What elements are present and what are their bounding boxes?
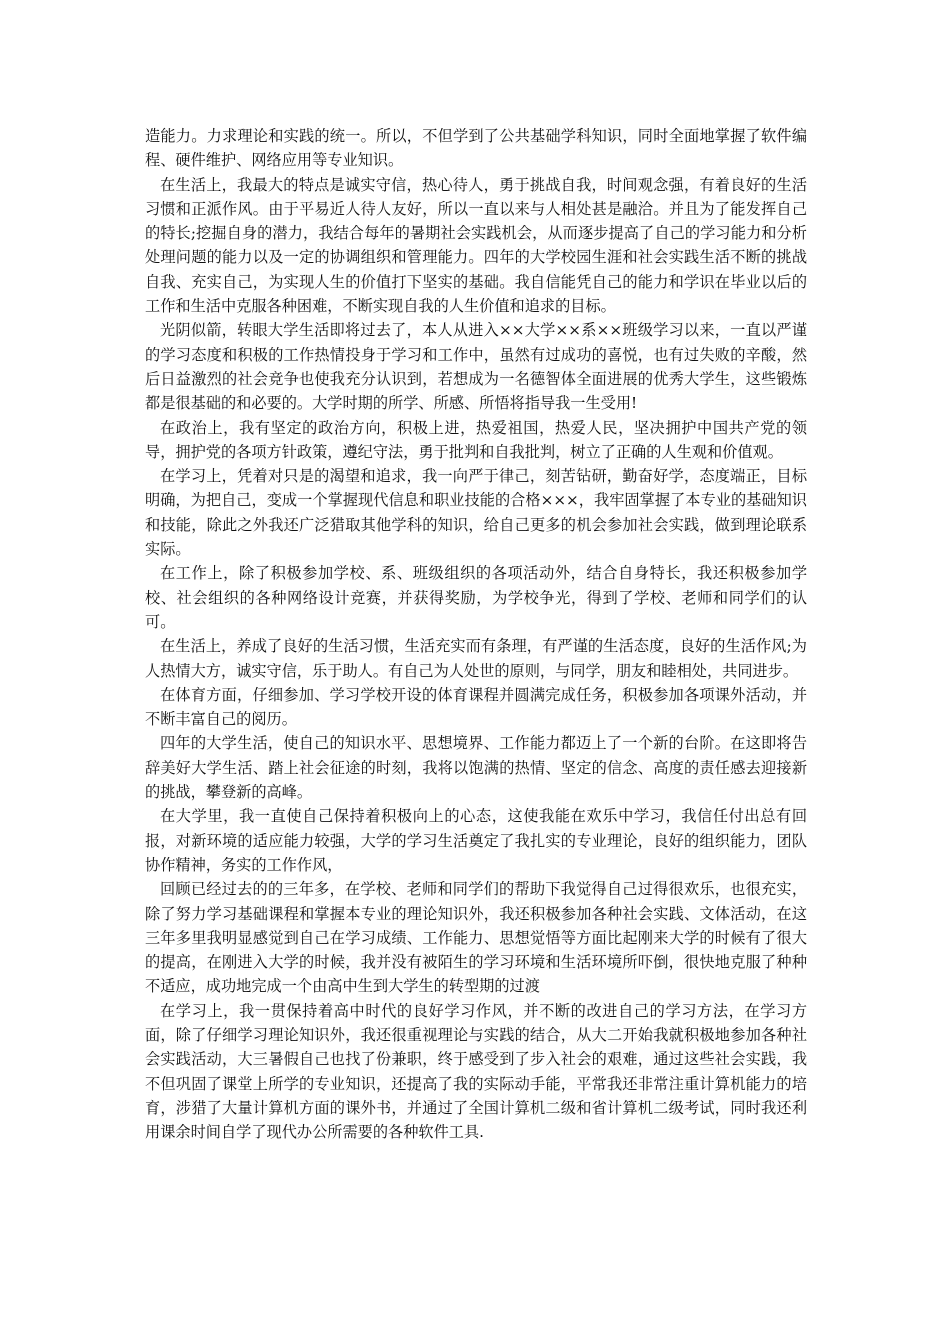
document-body	[145, 124, 807, 1144]
paragraph-5: 在学习上，凭着对只是的渴望和追求，我一向严于律己，刻苦钻研，勤奋好学，态度端正，目标明确，为把自己，变成一个掌握现代信息和职业技能的合格×××，我牢固掌握了本专业的基础知识和技能，除此之外我还广泛猎取其他学科的知识，给自己更多的机会参加社会实践，做到理论联系实际。	[145, 467, 807, 559]
paragraph-11: 回顾已经过去的的三年多，在学校、老师和同学们的帮助下我觉得自己过得很欢乐，也很充实，除了努力学习基础课程和掌握本专业的理论知识外，我还积极参加各种社会实践、文体活动，在这三年多里我明显感觉到自己在学习成绩、工作能力、思想觉悟等方面比起刚来大学的时候有了很大的提高，在刚进入大学的时候，我并没有被陌生的学习环境和生活环境所吓倒，很快地克服了种种不适应，成功地完成一个由高中生到大学生的转型期的过渡	[145, 880, 807, 996]
paragraph-1: 造能力。力求理论和实践的统一。所以，不但学到了公共基础学科知识，同时全面地掌握了软件编程、硬件维护、网络应用等专业知识。	[145, 127, 807, 170]
paragraph-4: 在政治上，我有坚定的政治方向，积极上进，热爱祖国，热爱人民，坚决拥护中国共产党的领导，拥护党的各项方针政策，遵纪守法，勇于批判和自我批判，树立了正确的人生观和价值观。	[145, 418, 807, 461]
paragraph-2: 在生活上，我最大的特点是诚实守信，热心待人，勇于挑战自我，时间观念强，有着良好的生活习惯和正派作风。由于平易近人待人友好，所以一直以来与人相处甚是融洽。并且为了能发挥自己的特长;挖掘自身的潜力，我结合每年的暑期社会实践机会，从而逐步提高了自己的学习能力和分析处理问题的能力以及一定的协调组织和管理能力。四年的大学校园生涯和社会实践生活不断的挑战自我、充实自己，为实现人生的价值打下坚实的基础。我自信能凭自己的能力和学识在毕业以后的工作和生活中克服各种困难，不断实现自我的人生价值和追求的目标。	[145, 175, 807, 316]
paragraph-3: 光阴似箭，转眼大学生活即将过去了，本人从进入××大学××系××班级学习以来，一直以严谨的学习态度和积极的工作热情投身于学习和工作中，虽然有过成功的喜悦，也有过失败的辛酸，然后日益激烈的社会竞争也使我充分认识到，若想成为一名德智体全面进展的优秀大学生，这些锻炼都是很基础的和必要的。大学时期的所学、所感、所悟将指导我一生受用!	[145, 321, 807, 413]
paragraph-6: 在工作上，除了积极参加学校、系、班级组织的各项活动外，结合自身特长，我还积极参加学校、社会组织的各种网络设计竞赛，并获得奖励，为学校争光，得到了学校、老师和同学们的认可。	[145, 564, 807, 631]
paragraph-12: 在学习上，我一贯保持着高中时代的良好学习作风，并不断的改进自己的学习方法，在学习方面，除了仔细学习理论知识外，我还很重视理论与实践的结合，从大二开始我就积极地参加各种社会实践活动，大三暑假自己也找了份兼职，终于感受到了步入社会的艰难，通过这些社会实践，我不但巩固了课堂上所学的专业知识，还提高了我的实际动手能，平常我还非常注重计算机能力的培育，涉猎了大量计算机方面的课外书，并通过了全国计算机二级和省计算机二级考试，同时我还利用课余时间自学了现代办公所需要的各种软件工具.	[145, 1001, 807, 1142]
paragraph-8: 在体育方面，仔细参加、学习学校开设的体育课程并圆满完成任务，积极参加各项课外活动，并不断丰富自己的阅历。	[145, 685, 807, 729]
paragraph-10: 在大学里，我一直使自己保持着积极向上的心态，这使我能在欢乐中学习，我信任付出总有回报，对新环境的适应能力较强，大学的学习生活奠定了我扎实的专业理论，良好的组织能力，团队协作精神，务实的工作作风，	[145, 807, 807, 874]
paragraph-9: 四年的大学生活，使自己的知识水平、思想境界、工作能力都迈上了一个新的台阶。在这即将告辞美好大学生活、踏上社会征途的时刻，我将以饱满的热情、坚定的信念、高度的责任感去迎接新的挑战，攀登新的高峰。	[145, 734, 807, 802]
paragraph-7: 在生活上，养成了良好的生活习惯，生活充实而有条理，有严谨的生活态度，良好的生活作风;为人热情大方，诚实守信，乐于助人。有自己为人处世的原则，与同学，朋友和睦相处，共同进步。	[145, 637, 807, 680]
